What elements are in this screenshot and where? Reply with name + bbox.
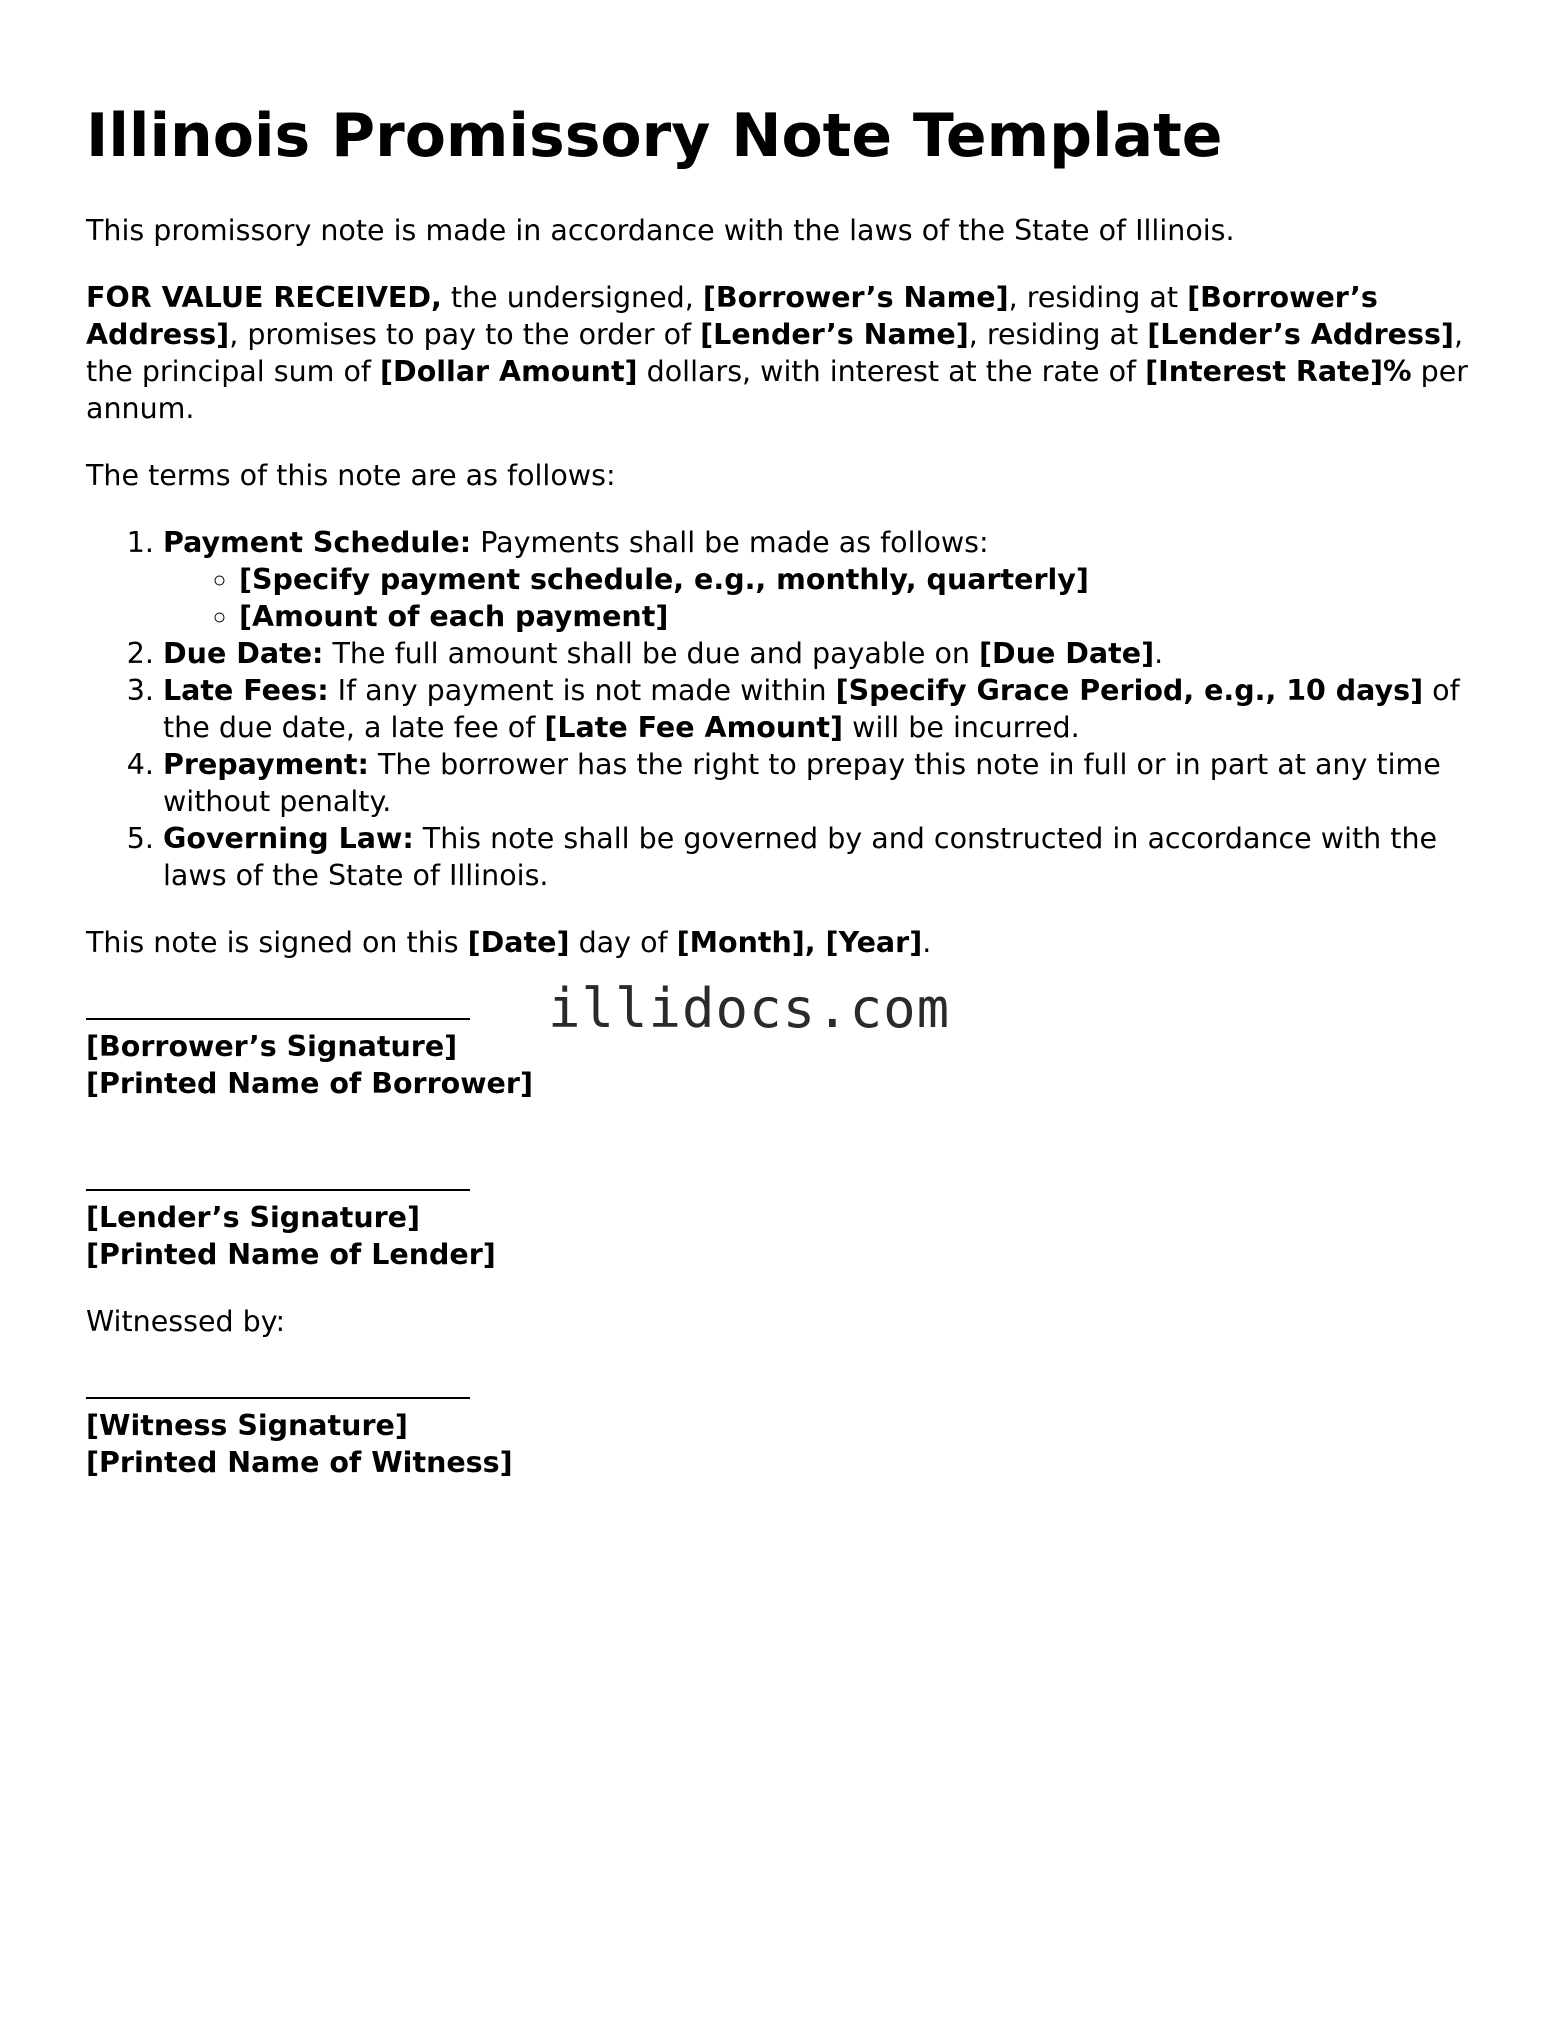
term-text: Payments shall be made as follows: [471,526,989,559]
borrower-address-placeholder: [Borrower’s Address] [86,281,1378,351]
term-text: . [1154,637,1164,670]
payment-sub-item [239,598,1486,635]
borrower-name-placeholder: [Borrower’s Name] [702,281,1009,314]
interest-rate-placeholder: [Interest Rate]% [1145,355,1412,388]
borrower-signature-label: [Borrower’s Signature] [86,1030,458,1063]
late-fee-placeholder: [Late Fee Amount] [544,711,844,744]
due-date-placeholder: [Due Date] [979,637,1155,670]
text-fragment: , residing at [968,318,1148,351]
signed-date-paragraph [86,924,1486,961]
term-text: will be incurred. [843,711,1080,744]
text-fragment: day of [569,926,677,959]
text-fragment: This note is signed on this [86,926,468,959]
lender-signature-block [86,1162,1486,1273]
term-label: Payment Schedule: [163,526,472,559]
term-governing-law [163,820,1486,894]
month-year-placeholder: [Month], [Year] [676,926,923,959]
term-due-date [163,635,1486,672]
terms-intro: The terms of this note are as follows: [86,459,616,492]
text-fragment: , residing at [1008,281,1188,314]
witness-printed-name: [Printed Name of Witness] [86,1446,513,1479]
lender-signature-line [86,1162,1486,1199]
lender-signature-label: [Lender’s Signature] [86,1201,421,1234]
payment-sub-item [239,561,1486,598]
borrower-signature-line [86,977,1486,1040]
lender-name-placeholder: [Lender’s Name] [700,318,969,351]
text-fragment: , the principal sum of [86,318,1463,388]
signature-rule [86,1397,470,1399]
term-label: Late Fees: [163,674,329,707]
value-received-lead: FOR VALUE RECEIVED, [86,281,442,314]
term-label: Governing Law: [163,822,414,855]
term-label: Prepayment: [163,748,369,781]
signature-rule [86,1018,470,1020]
term-text: of the due date, a late fee of [163,674,1460,744]
text-fragment: the undersigned, [441,281,703,314]
term-text: The full amount shall be due and payable on [323,637,980,670]
borrower-signature-block [86,977,1486,1102]
witness-signature-block [86,1370,1486,1481]
term-text: This note shall be governed by and constructed in accordance with the laws of the State of Illinois. [163,822,1438,892]
amount-placeholder: [Amount of each payment] [239,600,669,633]
date-placeholder: [Date] [467,926,570,959]
payment-sub-list [163,561,1486,635]
term-label: Due Date: [163,637,324,670]
spacer [86,1132,1486,1162]
text-fragment: dollars, with interest at the rate of [637,355,1146,388]
term-text: The borrower has the right to prepay this note in full or in part at any time without penalty. [163,748,1441,818]
terms-list [86,524,1486,894]
term-late-fees [163,672,1486,746]
witnessed-by-label: Witnessed by: [86,1305,286,1338]
term-prepayment [163,746,1486,820]
term-text: If any payment is not made within [328,674,836,707]
term-payment-schedule [163,524,1486,635]
signature-rule [86,1189,470,1191]
text-fragment: per annum. [86,355,1468,425]
document-page [86,100,1486,1511]
grace-period-placeholder: [Specify Grace Period, e.g., 10 days] [835,674,1424,707]
lender-address-placeholder: [Lender’s Address] [1147,318,1454,351]
witness-signature-line [86,1370,1486,1407]
value-received-paragraph [86,279,1486,427]
borrower-printed-name: [Printed Name of Borrower] [86,1067,533,1100]
text-fragment: , promises to pay to the order of [229,318,701,351]
lender-printed-name: [Printed Name of Lender] [86,1238,496,1271]
dollar-amount-placeholder: [Dollar Amount] [380,355,638,388]
schedule-placeholder: [Specify payment schedule, e.g., monthly, quarterly] [239,563,1089,596]
watermark-text: illidocs.com [548,977,951,1040]
text-fragment: . [922,926,932,959]
page-title: Illinois Promissory Note Template [86,101,1223,171]
witness-signature-label: [Witness Signature] [86,1409,408,1442]
intro-paragraph: This promissory note is made in accordance with the laws of the State of Illinois. [86,214,1235,247]
